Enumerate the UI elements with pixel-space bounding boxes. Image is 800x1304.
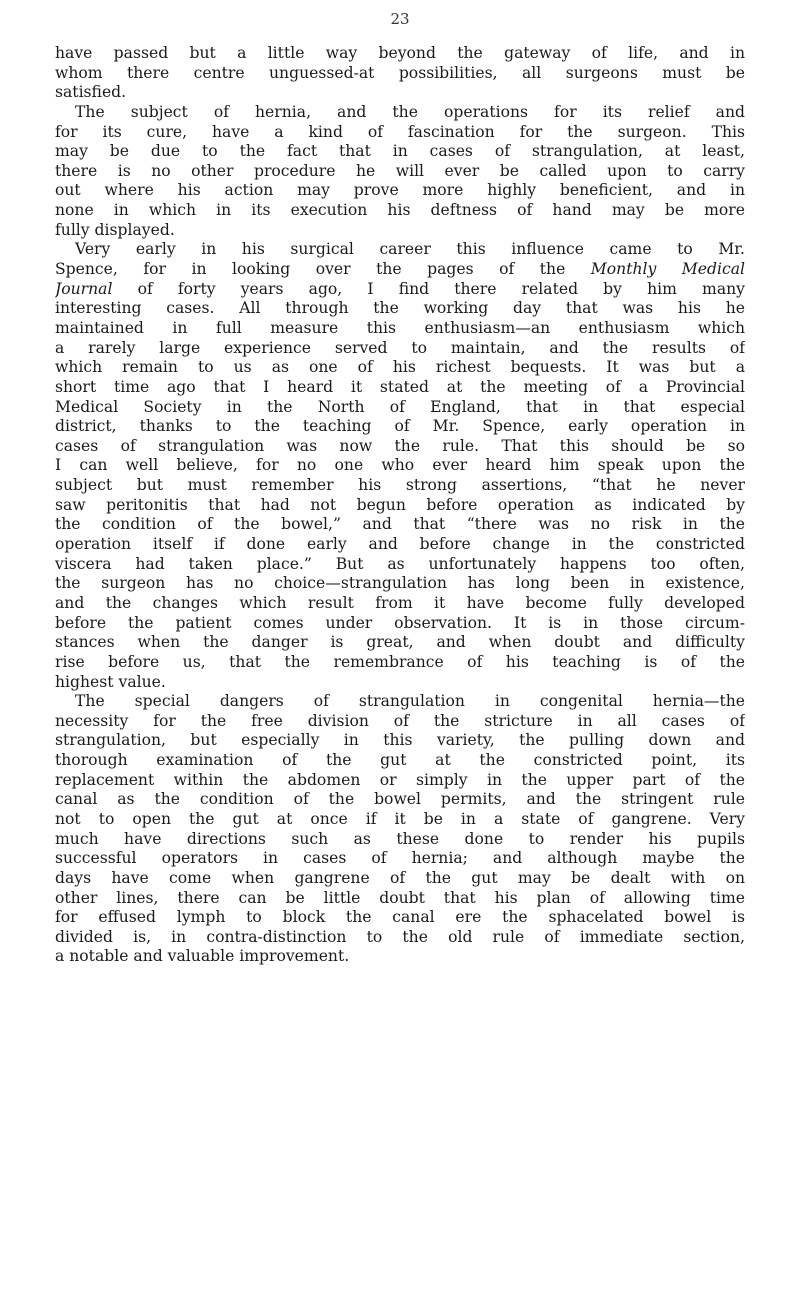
- text-line: not to open the gut at once if it be in a state of gangrene. Very: [55, 809, 745, 828]
- text-line: for effused lymph to block the canal ere the sphacelated bowel is: [55, 908, 745, 927]
- text-line: whom there centre unguessed-at possibilities, all surgeons must be: [55, 63, 745, 82]
- text-line: replacement within the abdomen or simply in the upper part of the: [55, 770, 745, 789]
- text-line: stances when the danger is great, and when doubt and difficulty: [55, 633, 745, 652]
- text-line: fully displayed.: [55, 220, 175, 239]
- text-line: short time ago that I heard it stated at the meeting of a Provincial: [55, 377, 745, 396]
- text-line: strangulation, but especially in this variety, the pulling down and: [55, 731, 745, 750]
- text-line: divided is, in contra-distinction to the old rule of immediate section,: [55, 927, 745, 946]
- page-number: 23: [390, 10, 410, 28]
- text-line: out where his action may prove more highly beneficient, and in: [55, 181, 745, 200]
- text-line: Very early in his surgical career this influence came to Mr.: [75, 240, 745, 259]
- text-line: operation itself if done early and before change in the constricted: [55, 535, 745, 554]
- text-line: and the changes which result from it have become fully developed: [55, 593, 745, 612]
- text-line: canal as the condition of the bowel permits, and the stringent rule: [55, 790, 745, 809]
- text-line: successful operators in cases of hernia; and although maybe the: [55, 849, 745, 868]
- text-line: subject but must remember his strong assertions, “that he never: [55, 476, 745, 495]
- text-line: highest value.: [55, 672, 166, 691]
- text-line: much have directions such as these done to render his pupils: [55, 829, 745, 848]
- text-line: may be due to the fact that in cases of strangulation, at least,: [55, 142, 745, 161]
- text-line: maintained in full measure this enthusiasm—an enthusiasm which: [55, 318, 745, 337]
- text-line: the surgeon has no choice—strangulation has long been in existence,: [55, 574, 745, 593]
- text-line: necessity for the free division of the stricture in all cases of: [55, 711, 745, 730]
- text-line: interesting cases. All through the working day that was his he: [55, 299, 745, 318]
- text-line: a notable and valuable improvement.: [55, 947, 350, 966]
- text-line: The special dangers of strangulation in congenital hernia—the: [75, 692, 745, 711]
- text-line: cases of strangulation was now the rule. That this should be so: [55, 436, 745, 455]
- text-line: the condition of the bowel,” and that “there was no risk in the: [55, 515, 745, 534]
- text-line: before the patient comes under observation. It is in those circum-: [55, 613, 745, 632]
- text-line: a rarely large experience served to maintain, and the results of: [55, 338, 745, 357]
- text-line: Journal of forty years ago, I find there related by him many: [55, 279, 745, 298]
- text-line: for its cure, have a kind of fascination for the surgeon. This: [55, 122, 745, 141]
- text-line: district, thanks to the teaching of Mr. Spence, early operation in: [55, 417, 745, 436]
- text-line: Spence, for in looking over the pages of the Monthly Medical: [55, 260, 745, 279]
- text-line: thorough examination of the gut at the constricted point, its: [55, 751, 745, 770]
- text-line: none in which in its execution his deftness of hand may be more: [55, 201, 745, 220]
- text-line: rise before us, that the remembrance of his teaching is of the: [55, 652, 745, 671]
- text-line: which remain to us as one of his richest bequests. It was but a: [55, 358, 745, 377]
- text-line: The subject of hernia, and the operations for its relief and: [75, 102, 745, 121]
- text-line: days have come when gangrene of the gut may be dealt with on: [55, 868, 745, 887]
- text-line: there is no other procedure he will ever be called upon to carry: [55, 161, 745, 180]
- text-line: satisfied.: [55, 83, 127, 102]
- text-line: Medical Society in the North of England, that in that especial: [55, 397, 745, 416]
- body-text: [55, 44, 745, 967]
- text-line: saw peritonitis that had not begun before operation as indicated by: [55, 495, 745, 514]
- text-line: I can well believe, for no one who ever heard him speak upon the: [55, 456, 745, 475]
- text-line: viscera had taken place.” But as unfortunately happens too often,: [55, 554, 745, 573]
- text-line: have passed but a little way beyond the gateway of life, and in: [55, 44, 745, 62]
- text-line: other lines, there can be little doubt that his plan of allowing time: [55, 888, 745, 907]
